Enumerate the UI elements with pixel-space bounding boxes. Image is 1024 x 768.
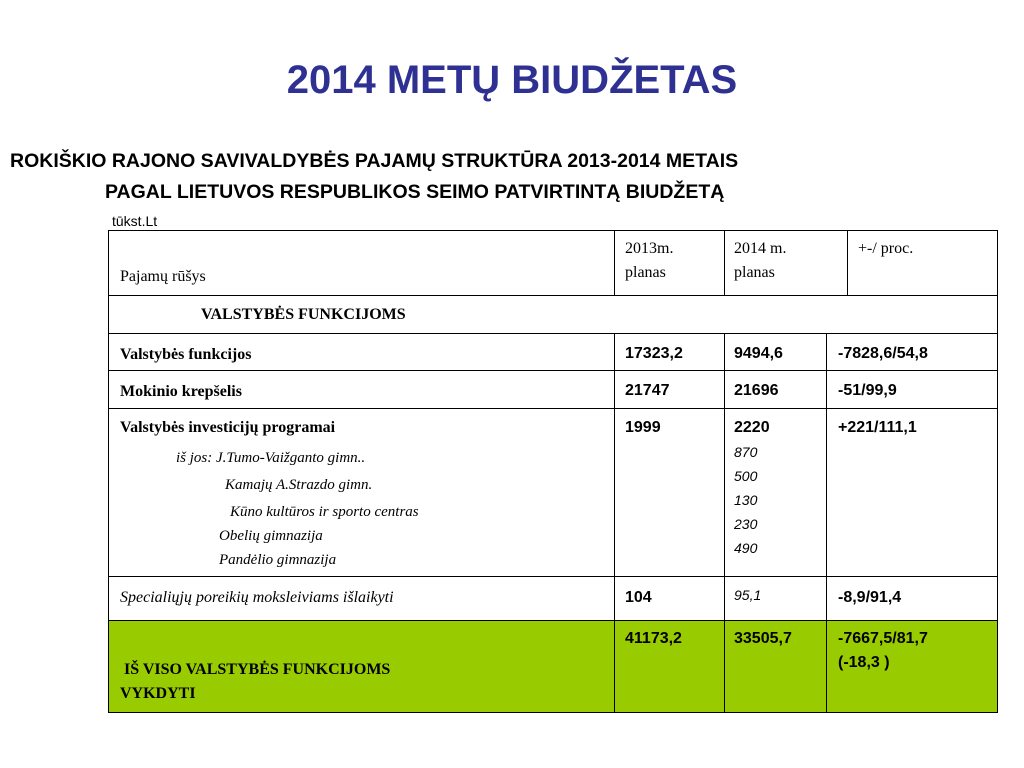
row-label: Specialiųjų poreikių moksleiviams išlaikyti bbox=[120, 589, 394, 606]
sub-item-value: 490 bbox=[734, 540, 758, 556]
value-change-percent: (-18,3 ) bbox=[838, 654, 890, 671]
table-cell bbox=[724, 333, 827, 371]
table-row-name bbox=[108, 576, 615, 621]
header-2013-line2: planas bbox=[625, 264, 666, 281]
table-cell bbox=[826, 370, 998, 409]
sub-item-value: 130 bbox=[734, 492, 758, 508]
table-cell bbox=[724, 370, 827, 409]
investment-row-name bbox=[108, 408, 615, 577]
table-cell bbox=[826, 408, 998, 577]
sub-item-value: 500 bbox=[734, 468, 758, 484]
header-2014-line1: 2014 m. bbox=[734, 240, 787, 257]
value-change: -8,9/91,4 bbox=[838, 589, 902, 606]
sub-item-value: 870 bbox=[734, 444, 758, 460]
header-col-2014 bbox=[724, 230, 848, 296]
sub-item-label: Kūno kultūros ir sporto centras bbox=[230, 504, 419, 520]
table-cell bbox=[614, 408, 725, 577]
header-col-type bbox=[108, 230, 615, 296]
total-label-line2: VYKDYTI bbox=[120, 685, 196, 702]
table-cell bbox=[614, 576, 725, 621]
value-2014: 33505,7 bbox=[734, 630, 792, 647]
sub-item-label: iš jos: J.Tumo-Vaižganto gimn.. bbox=[176, 450, 366, 466]
budget-table bbox=[108, 230, 998, 713]
row-label: Valstybės funkcijos bbox=[120, 346, 252, 363]
table-row-name bbox=[108, 370, 615, 409]
header-2014-line2: planas bbox=[734, 264, 775, 281]
unit-label: tūkst.Lt bbox=[112, 213, 158, 229]
total-row-name bbox=[108, 620, 615, 713]
value-2013: 1999 bbox=[625, 419, 661, 436]
table-cell bbox=[724, 576, 827, 621]
table-row-name bbox=[108, 333, 615, 371]
subtitle-line-2: PAGAL LIETUVOS RESPUBLIKOS SEIMO PATVIRTINTĄ BIUDŽETĄ bbox=[105, 181, 725, 203]
value-2013: 17323,2 bbox=[625, 345, 683, 362]
section-label: VALSTYBĖS FUNKCIJOMS bbox=[201, 306, 406, 323]
sub-item-value: 230 bbox=[734, 516, 758, 532]
value-2014: 2220 bbox=[734, 419, 770, 436]
value-2014: 9494,6 bbox=[734, 345, 783, 362]
header-change-label: +-/ proc. bbox=[858, 240, 914, 257]
section-row bbox=[108, 295, 998, 334]
table-cell bbox=[614, 370, 725, 409]
page-title: 2014 METŲ BIUDŽETAS bbox=[286, 58, 738, 102]
table-cell bbox=[826, 576, 998, 621]
value-2014: 95,1 bbox=[734, 587, 762, 603]
total-label-line1: IŠ VISO VALSTYBĖS FUNKCIJOMS bbox=[124, 661, 391, 678]
table-cell bbox=[826, 333, 998, 371]
value-2014: 21696 bbox=[734, 382, 779, 399]
table-cell bbox=[614, 620, 725, 713]
subtitle-line-1: ROKIŠKIO RAJONO SAVIVALDYBĖS PAJAMŲ STRUKTŪRA 2013-2014 METAIS bbox=[10, 150, 739, 172]
value-change: -7828,6/54,8 bbox=[838, 345, 928, 362]
row-label: Valstybės investicijų programai bbox=[120, 419, 336, 436]
value-change: +221/111,1 bbox=[838, 419, 917, 436]
sub-item-label: Pandėlio gimnazija bbox=[219, 552, 337, 568]
header-col-type-label: Pajamų rūšys bbox=[120, 268, 206, 285]
value-2013: 41173,2 bbox=[625, 630, 682, 647]
value-change: -7667,5/81,7 bbox=[838, 630, 928, 647]
sub-item-label: Kamajų A.Strazdo gimn. bbox=[225, 477, 373, 493]
table-cell bbox=[724, 408, 827, 577]
sub-item-label: Obelių gimnazija bbox=[219, 528, 323, 544]
header-col-2013 bbox=[614, 230, 725, 296]
value-2013: 21747 bbox=[625, 382, 670, 399]
value-change: -51/99,9 bbox=[838, 382, 897, 399]
value-2013: 104 bbox=[625, 589, 652, 606]
header-col-change bbox=[847, 230, 998, 296]
table-cell bbox=[614, 333, 725, 371]
table-cell bbox=[724, 620, 827, 713]
header-2013-line1: 2013m. bbox=[625, 240, 674, 257]
table-cell bbox=[826, 620, 998, 713]
row-label: Mokinio krepšelis bbox=[120, 383, 242, 400]
